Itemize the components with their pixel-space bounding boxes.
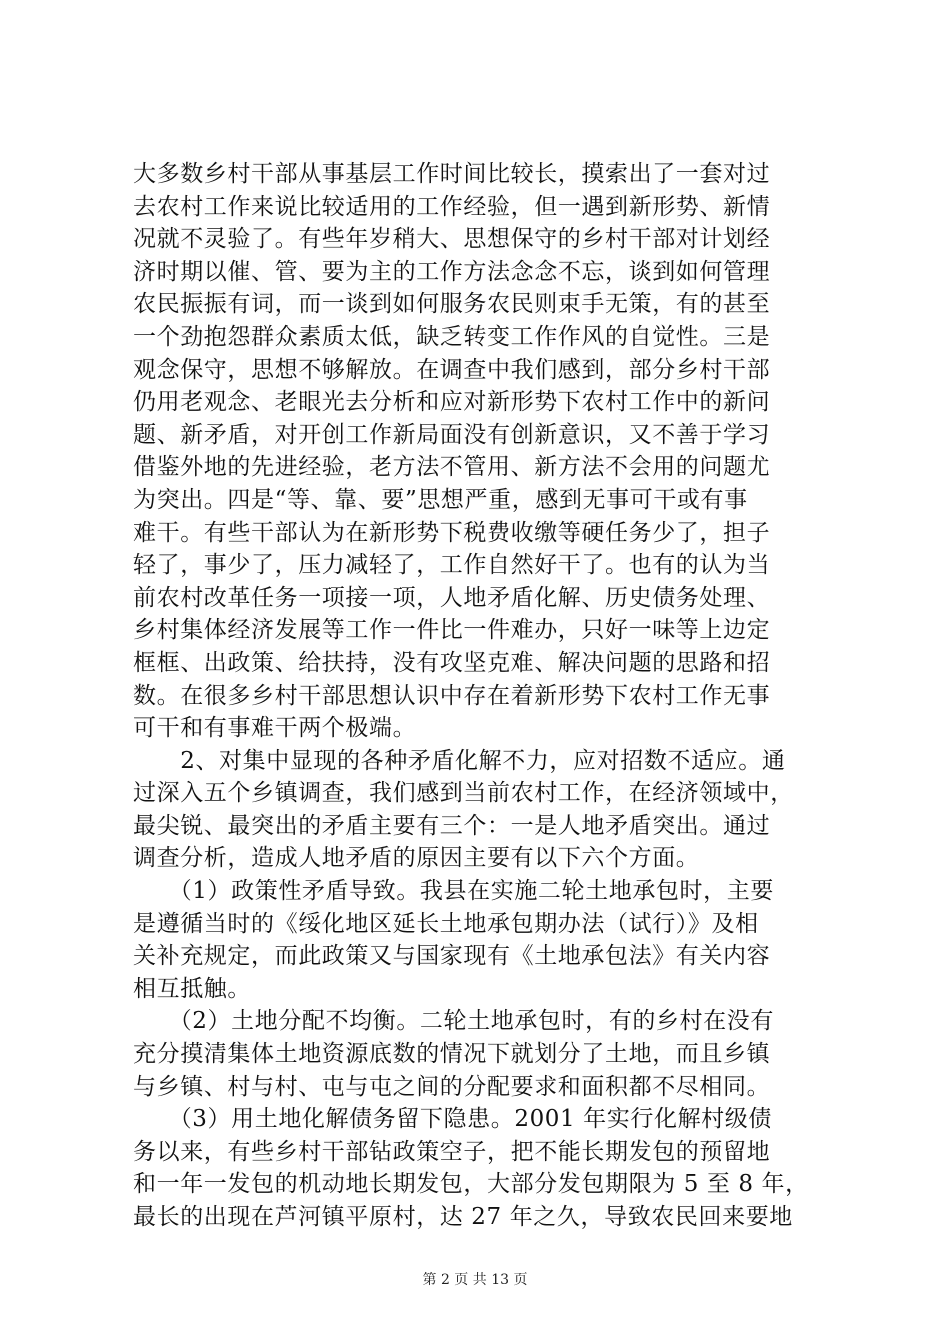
- text-line: 和一年一发包的机动地长期发包，大部分发包期限为 5 至 8 年，: [133, 1171, 809, 1198]
- page-footer: 第 2 页 共 13 页: [422, 1272, 528, 1288]
- text-line: 相互抵触。: [133, 975, 251, 1002]
- text-line: 难干。有些干部认为在新形势下税费收缴等硬任务少了，担子: [133, 519, 771, 546]
- text-line: 仍用老观念、老眼光去分析和应对新形势下农村工作中的新问: [133, 389, 771, 416]
- text-line: 借鉴外地的先进经验，老方法不管用、新方法不会用的问题尤: [133, 454, 771, 481]
- text-line: 与乡镇、村与村、屯与屯之间的分配要求和面积都不尽相同。: [133, 1073, 771, 1100]
- text-line: 去农村工作来说比较适用的工作经验，但一遇到新形势、新情: [133, 193, 771, 220]
- text-line: 农民振振有词，而一谈到如何服务农民则束手无策，有的甚至: [133, 291, 771, 318]
- text-line: 最长的出现在芦河镇平原村，达 27 年之久，导致农民回来要地: [133, 1204, 793, 1230]
- text-line: 大多数乡村干部从事基层工作时间比较长，摸索出了一套对过: [133, 161, 771, 187]
- text-line: 乡村集体经济发展等工作一件比一件难办，只好一味等上边定: [133, 617, 771, 644]
- text-line: 关补充规定，而此政策又与国家现有《土地承包法》有关内容: [133, 943, 771, 970]
- text-line: 框框、出政策、给扶持，没有攻坚克难、解决问题的思路和招: [133, 649, 771, 676]
- text-line: 况就不灵验了。有些年岁稍大、思想保守的乡村干部对计划经: [133, 226, 771, 253]
- body-text: [133, 158, 833, 1234]
- text-line: 务以来，有些乡村干部钻政策空子，把不能长期发包的预留地: [133, 1138, 771, 1165]
- text-line: 是遵循当时的《绥化地区延长土地承包期办法（试行）》及相: [133, 910, 759, 937]
- text-line: 调查分析，造成人地矛盾的原因主要有以下六个方面。: [133, 845, 700, 872]
- text-line: 为突出。四是“等、靠、要”思想严重，感到无事可干或有事: [133, 486, 748, 513]
- text-line: 充分摸清集体土地资源底数的情况下就划分了土地，而且乡镇: [133, 1041, 771, 1068]
- text-line: 最尖锐、最突出的矛盾主要有三个：一是人地矛盾突出。通过: [133, 812, 771, 839]
- text-line: 过深入五个乡镇调查，我们感到当前农村工作，在经济领域中，: [133, 780, 794, 807]
- text-line: 2、对集中显现的各种矛盾化解不力，应对招数不适应。通: [133, 747, 786, 774]
- text-line: 数。在很多乡村干部思想认识中存在着新形势下农村工作无事: [133, 682, 771, 709]
- text-line: （1）政策性矛盾导致。我县在实施二轮土地承包时，主要: [133, 878, 774, 905]
- text-line: 轻了，事少了，压力减轻了，工作自然好干了。也有的认为当: [133, 552, 771, 579]
- text-line: 可干和有事难干两个极端。: [133, 715, 417, 742]
- text-line: 一个劲抱怨群众素质太低，缺乏转变工作作风的自觉性。三是: [133, 323, 771, 350]
- text-line: （3）用土地化解债务留下隐患。2001 年实行化解村级债: [133, 1106, 772, 1133]
- text-line: 题、新矛盾，对开创工作新局面没有创新意识，又不善于学习: [133, 421, 771, 448]
- text-line: 前农村改革任务一项接一项，人地矛盾化解、历史债务处理、: [133, 584, 771, 611]
- text-line: 观念保守，思想不够解放。在调查中我们感到，部分乡村干部: [133, 356, 771, 383]
- text-line: 济时期以催、管、要为主的工作方法念念不忘，谈到如何管理: [133, 258, 771, 285]
- text-line: （2）土地分配不均衡。二轮土地承包时，有的乡村在没有: [133, 1008, 774, 1035]
